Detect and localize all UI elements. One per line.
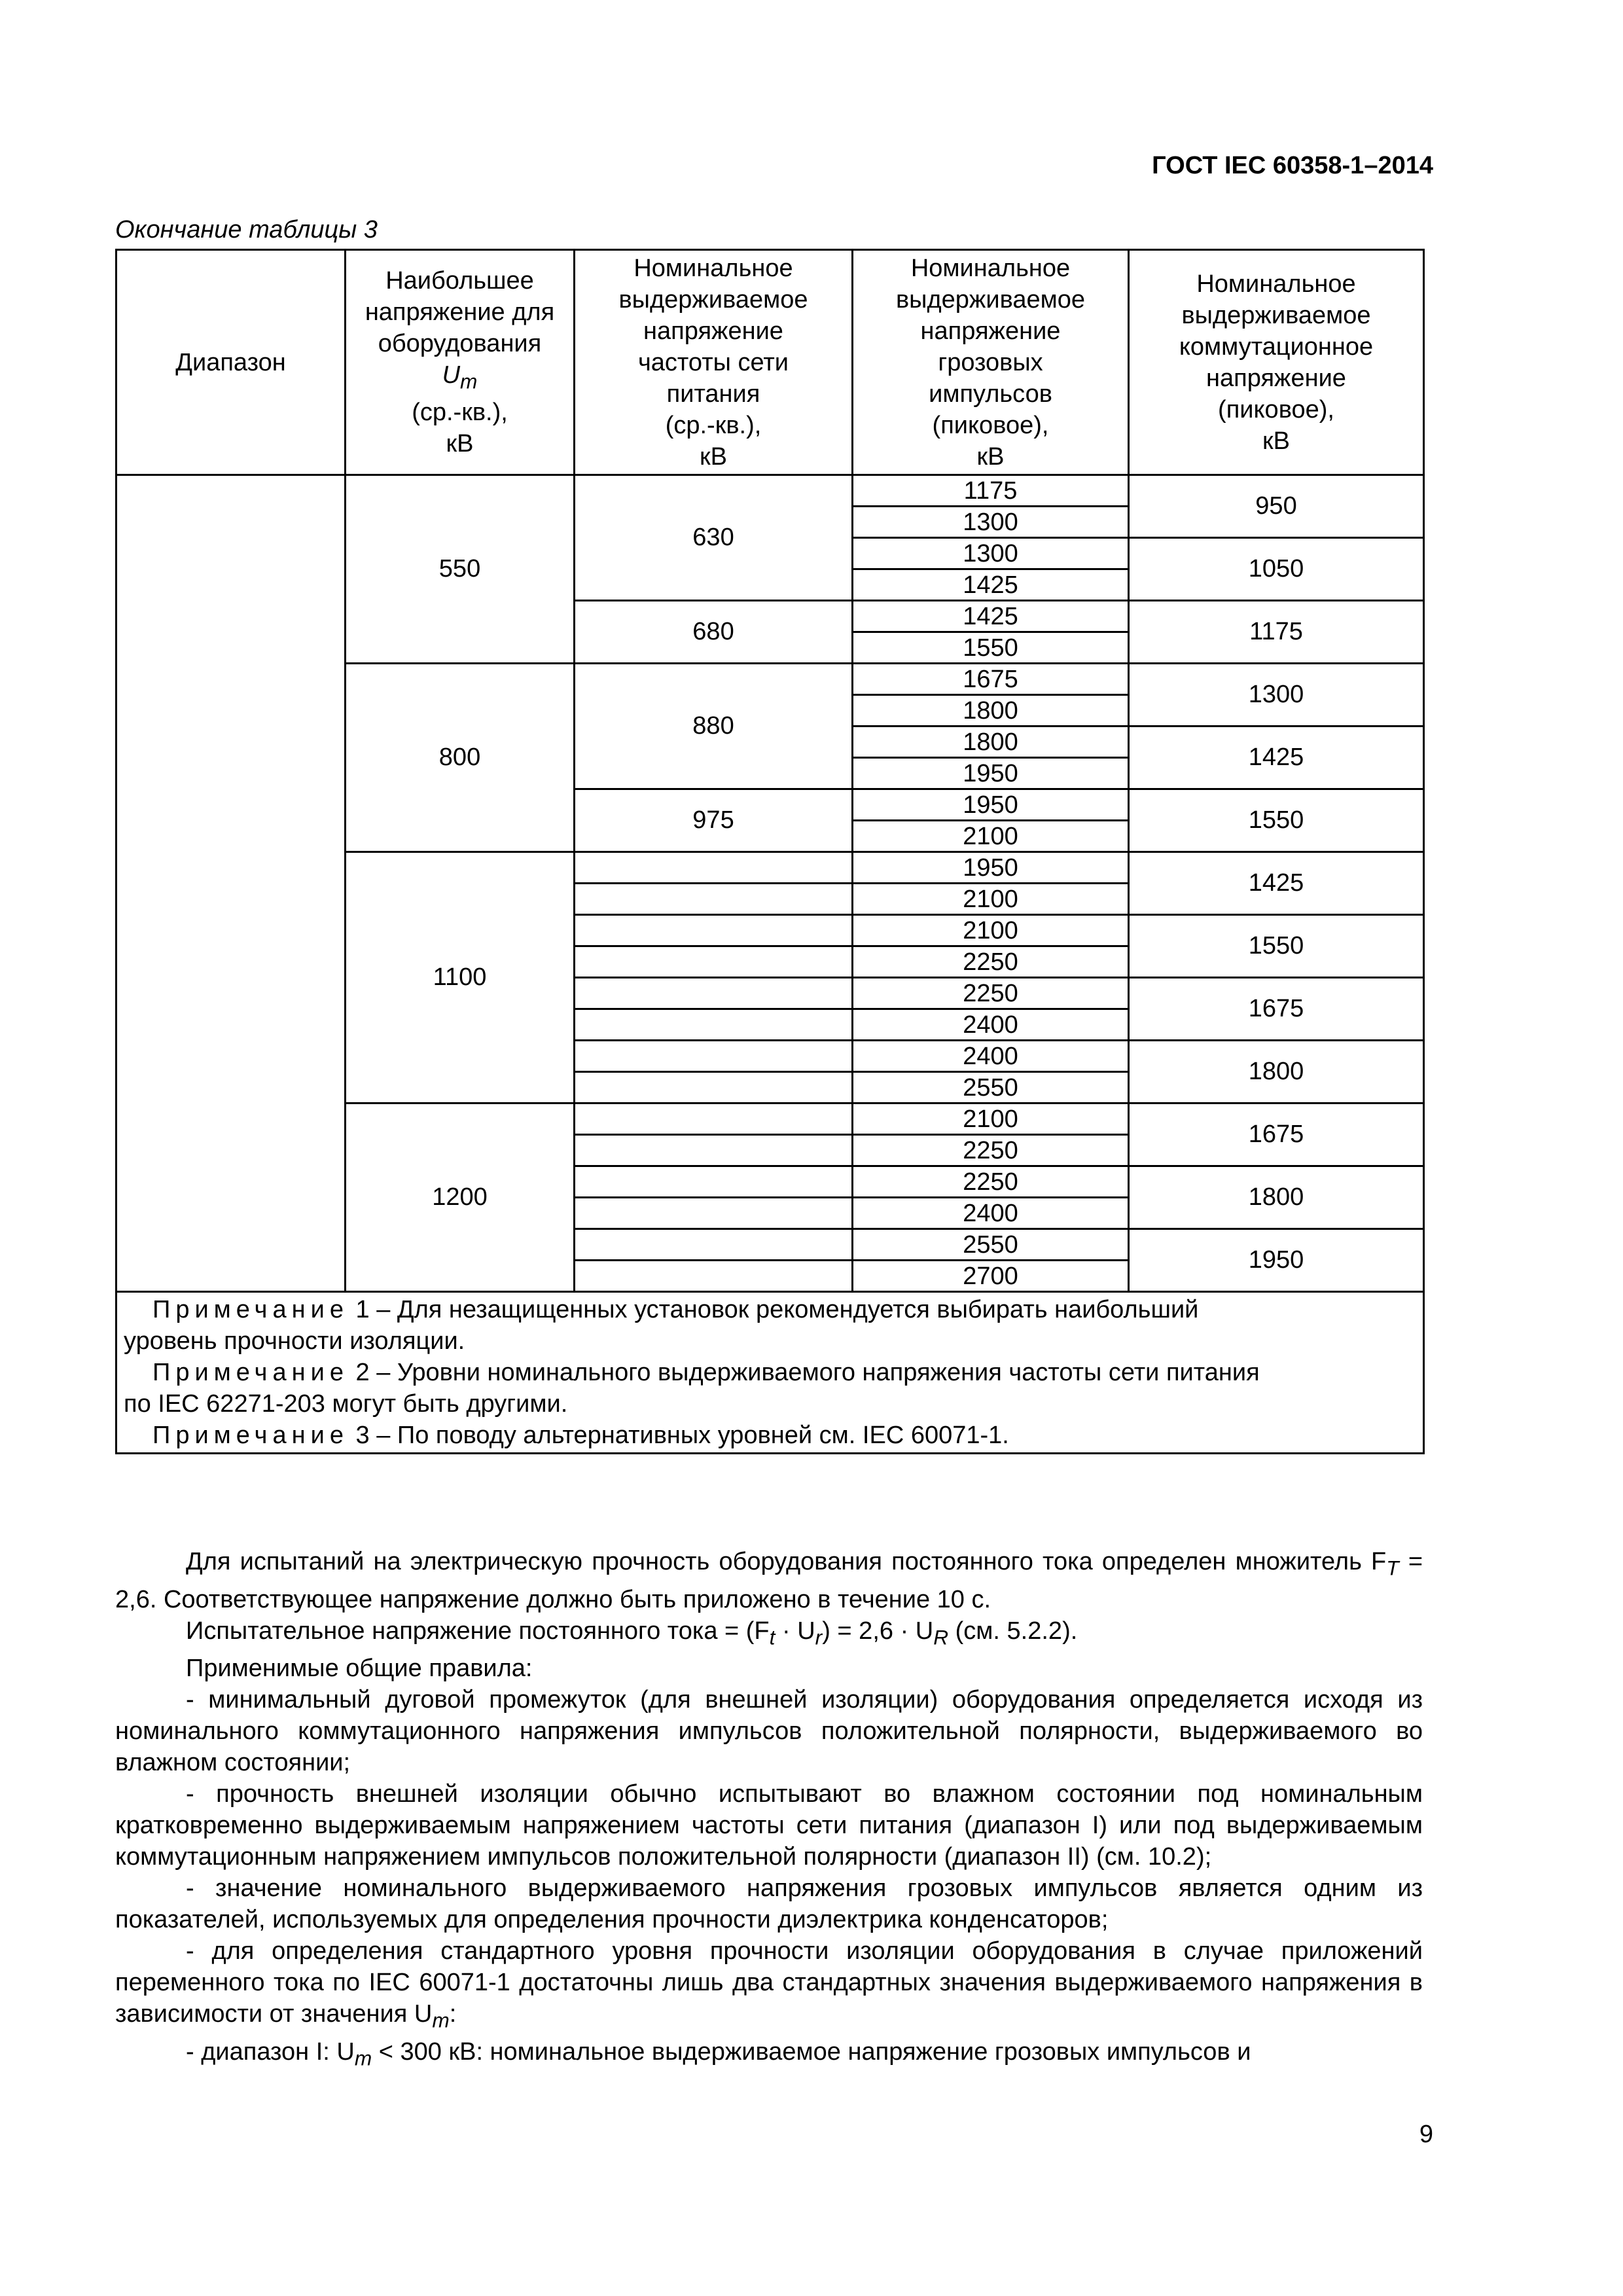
lightning-cell: 1675 [853,664,1129,695]
power-frequency-cell [575,1072,853,1103]
switching-cell: 1800 [1129,1041,1424,1103]
lightning-cell: 2100 [853,915,1129,946]
header-lightning-impulse-voltage: Номинальное выдерживаемое напряжение грозовых импульсов (пиковое), кВ [853,250,1129,475]
note-1: Примечание 1 – Для незащищенных установок рекомендуется выбирать наибольший [152,1296,1199,1323]
insulation-levels-table [115,249,1425,1454]
power-frequency-cell [575,1009,853,1041]
switching-cell: 1675 [1129,978,1424,1041]
lightning-cell: 1950 [853,852,1129,884]
lightning-cell: 1950 [853,758,1129,789]
lightning-cell: 2250 [853,978,1129,1009]
table-header-row [116,250,1424,475]
paragraph-dc-factor: Для испытаний на электрическую прочность оборудования постоянного тока определен множитель $F_T = 2,6$. Соответствующее напряжение должно быть приложено в течение 10 с. [115,1548,1423,1613]
power-frequency-cell [575,1103,853,1135]
power-frequency-cell [575,852,853,884]
list-item: - для определения стандартного уровня прочности изоляции оборудования в случае приложений переменного тока по IEC 60071-1 достаточны лишь два стандартных значения выдерживаемого напряжения в зависимости от значения $U_m$: [115,1937,1423,2032]
list-item: - значение номинального выдерживаемого напряжения грозовых импульсов является одним из показателей, используемых для определения прочности диэлектрика конденсаторов; [115,1874,1423,1934]
switching-cell: 1550 [1129,789,1424,852]
lightning-cell: 2100 [853,884,1129,915]
switching-cell: 950 [1129,475,1424,538]
lightning-cell: 1425 [853,601,1129,632]
lightning-cell: 2700 [853,1261,1129,1292]
switching-cell: 1950 [1129,1229,1424,1292]
power-frequency-cell [575,946,853,978]
um-cell: 800 [346,664,575,852]
lightning-cell: 2100 [853,821,1129,852]
um-cell: 1100 [346,852,575,1103]
lightning-cell: 1800 [853,726,1129,758]
lightning-cell: 1300 [853,538,1129,569]
power-frequency-cell: 880 [575,664,853,789]
switching-cell: 1425 [1129,726,1424,789]
switching-cell: 1050 [1129,538,1424,601]
power-frequency-cell [575,915,853,946]
switching-cell: 1550 [1129,915,1424,978]
lightning-cell: 2250 [853,1135,1129,1166]
header-max-voltage: Наибольшее напряжение для оборудования $U_m$ (ср.-кв.), кВ [346,250,575,475]
note-1-continuation: уровень прочности изоляции. [124,1327,465,1355]
table-notes-row [116,1292,1424,1454]
document-standard-header: ГОСТ IEC 60358-1–2014 [1152,152,1433,179]
note-2-continuation: по IEC 62271-203 могут быть другими. [124,1390,568,1418]
lightning-cell: 1950 [853,789,1129,821]
table-notes [116,1292,1424,1454]
range-cell [116,475,346,1292]
power-frequency-cell [575,978,853,1009]
power-frequency-cell [575,1041,853,1072]
lightning-cell: 2250 [853,946,1129,978]
lightning-cell: 1550 [853,632,1129,664]
power-frequency-cell [575,1261,853,1292]
table-row [116,475,1424,507]
table-caption: Окончание таблицы 3 [115,216,378,243]
body-text [115,1546,1423,2073]
um-cell: 1200 [346,1103,575,1292]
switching-cell: 1175 [1129,601,1424,664]
switching-cell: 1800 [1129,1166,1424,1229]
lightning-cell: 2400 [853,1198,1129,1229]
list-item: - прочность внешней изоляции обычно испытывают во влажном состоянии под номинальным кратковременно выдерживаемым напряжением частоты сети питания (диапазон I) или под выдерживаемым коммутационным напряжением импульсов положительной полярности (диапазон II) (см. 10.2); [115,1780,1423,1871]
lightning-cell: 2400 [853,1041,1129,1072]
lightning-cell: 2100 [853,1103,1129,1135]
power-frequency-cell: 975 [575,789,853,852]
lightning-cell: 1800 [853,695,1129,726]
paragraph-general-rules: Применимые общие правила: [186,1655,533,1683]
power-frequency-cell [575,1229,853,1261]
header-switching-impulse-voltage: Номинальное выдерживаемое коммутационное напряжение (пиковое), кВ [1129,250,1424,475]
header-power-frequency-voltage: Номинальное выдерживаемое напряжение частоты сети питания (ср.-кв.), кВ [575,250,853,475]
power-frequency-cell: 630 [575,475,853,601]
note-2: Примечание 2 – Уровни номинального выдерживаемого напряжения частоты сети питания [152,1359,1260,1386]
power-frequency-cell [575,1135,853,1166]
switching-cell: 1425 [1129,852,1424,915]
note-3: Примечание 3 – По поводу альтернативных уровней см. IEC 60071-1. [152,1422,1009,1449]
lightning-cell: 2550 [853,1072,1129,1103]
switching-cell: 1300 [1129,664,1424,726]
page-number: 9 [1419,2121,1433,2148]
lightning-cell: 2550 [853,1229,1129,1261]
switching-cell: 1675 [1129,1103,1424,1166]
power-frequency-cell: 680 [575,601,853,664]
power-frequency-cell [575,1166,853,1198]
power-frequency-cell [575,884,853,915]
lightning-cell: 1425 [853,569,1129,601]
list-item: - минимальный дуговой промежуток (для внешней изоляции) оборудования определяется исходя из номинального коммутационного напряжения импульсов положительной полярности, выдерживаемого во влажном состоянии; [115,1686,1423,1777]
lightning-cell: 2400 [853,1009,1129,1041]
paragraph-dc-test-voltage: Испытательное напряжение постоянного тока = $(F_t \cdot U_r) = 2,6 \cdot U_R$ (см. 5.2.2). [186,1617,1078,1649]
lightning-cell: 1175 [853,475,1129,507]
lightning-cell: 2250 [853,1166,1129,1198]
power-frequency-cell [575,1198,853,1229]
lightning-cell: 1300 [853,507,1129,538]
um-cell: 550 [346,475,575,664]
list-item: - диапазон I: $U_m < 300$ кВ: номинальное выдерживаемое напряжение грозовых импульсов и [186,2037,1251,2070]
header-range: Диапазон [116,250,346,475]
